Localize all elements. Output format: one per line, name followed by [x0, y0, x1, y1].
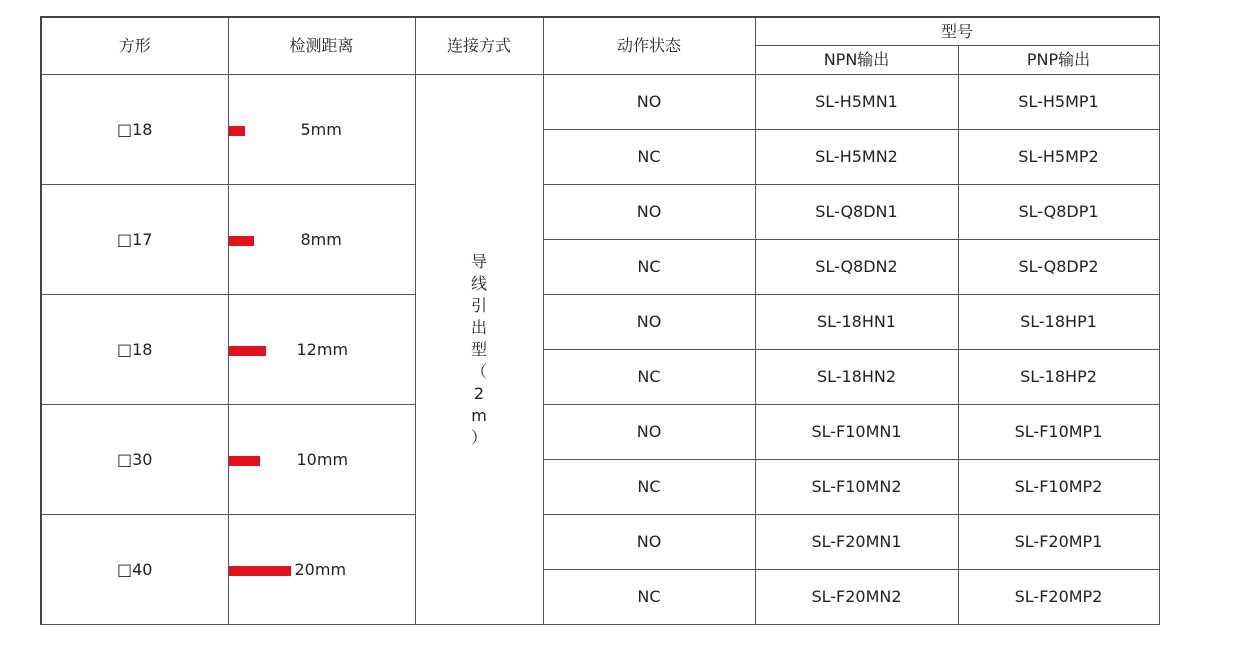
- action-state-cell: NC: [543, 460, 755, 515]
- connection-type-char: ）: [470, 427, 487, 447]
- pnp-model-cell: SL-Q8DP1: [958, 185, 1159, 240]
- table-row: [41, 405, 1159, 460]
- pnp-model-cell: SL-F20MP2: [958, 570, 1159, 625]
- action-state-cell: NO: [543, 295, 755, 350]
- pnp-model-cell: SL-H5MP2: [958, 130, 1159, 185]
- connection-type-char: （: [470, 361, 487, 381]
- shape-cell: □18: [41, 295, 228, 405]
- connection-type-char: 型: [470, 339, 487, 359]
- npn-model-cell: SL-F20MN2: [755, 570, 958, 625]
- npn-model-cell: SL-F10MN2: [755, 460, 958, 515]
- distance-label: 8mm: [300, 229, 342, 249]
- distance-cell: [228, 185, 415, 295]
- distance-label: 5mm: [300, 119, 342, 139]
- action-state-cell: NO: [543, 75, 755, 130]
- distance-bar: [229, 236, 254, 246]
- connection-type-text: [471, 251, 487, 449]
- distance-label: 20mm: [294, 559, 347, 579]
- shape-cell: □18: [41, 75, 228, 185]
- connection-type-cell: [415, 75, 543, 625]
- npn-model-cell: SL-Q8DN1: [755, 185, 958, 240]
- table-row: [41, 515, 1159, 570]
- distance-cell: [228, 515, 415, 625]
- pnp-model-cell: SL-18HP2: [958, 350, 1159, 405]
- distance-bar: [229, 126, 245, 136]
- distance-bar: [229, 346, 266, 356]
- distance-bar: [229, 566, 291, 576]
- pnp-model-cell: SL-F20MP1: [958, 515, 1159, 570]
- header-action: 动作状态: [543, 17, 755, 75]
- table-row: [41, 75, 1159, 130]
- connection-type-char: 2: [473, 383, 485, 403]
- header-shape: 方形: [41, 17, 228, 75]
- pnp-model-cell: SL-H5MP1: [958, 75, 1159, 130]
- distance-cell: [228, 405, 415, 515]
- connection-type-char: 出: [470, 317, 487, 337]
- action-state-cell: NC: [543, 130, 755, 185]
- npn-model-cell: SL-18HN1: [755, 295, 958, 350]
- action-state-cell: NC: [543, 350, 755, 405]
- pnp-model-cell: SL-F10MP1: [958, 405, 1159, 460]
- npn-model-cell: SL-F20MN1: [755, 515, 958, 570]
- npn-model-cell: SL-Q8DN2: [755, 240, 958, 295]
- shape-cell: □40: [41, 515, 228, 625]
- action-state-cell: NC: [543, 570, 755, 625]
- pnp-model-cell: SL-18HP1: [958, 295, 1159, 350]
- npn-model-cell: SL-18HN2: [755, 350, 958, 405]
- npn-model-cell: SL-H5MN2: [755, 130, 958, 185]
- connection-type-char: 引: [470, 295, 487, 315]
- distance-label: 12mm: [296, 339, 349, 359]
- distance-label: 10mm: [296, 449, 349, 469]
- npn-model-cell: SL-H5MN1: [755, 75, 958, 130]
- pnp-model-cell: SL-F10MP2: [958, 460, 1159, 515]
- action-state-cell: NO: [543, 185, 755, 240]
- header-pnp: PNP输出: [958, 46, 1159, 75]
- action-state-cell: NO: [543, 515, 755, 570]
- action-state-cell: NC: [543, 240, 755, 295]
- header-npn: NPN输出: [755, 46, 958, 75]
- table-body: [41, 75, 1159, 625]
- pnp-model-cell: SL-Q8DP2: [958, 240, 1159, 295]
- table-row: [41, 295, 1159, 350]
- distance-cell: [228, 295, 415, 405]
- header-connection: 连接方式: [415, 17, 543, 75]
- connection-type-char: 导: [470, 251, 487, 271]
- table-row: [41, 185, 1159, 240]
- shape-cell: □30: [41, 405, 228, 515]
- action-state-cell: NO: [543, 405, 755, 460]
- connection-type-char: 线: [470, 273, 487, 293]
- distance-cell: [228, 75, 415, 185]
- distance-bar: [229, 456, 260, 466]
- shape-cell: □17: [41, 185, 228, 295]
- connection-type-char: m: [471, 405, 487, 425]
- header-model: 型号: [755, 17, 1159, 46]
- npn-model-cell: SL-F10MN1: [755, 405, 958, 460]
- header-distance: 检测距离: [228, 17, 415, 75]
- sensor-spec-table: [40, 16, 1160, 625]
